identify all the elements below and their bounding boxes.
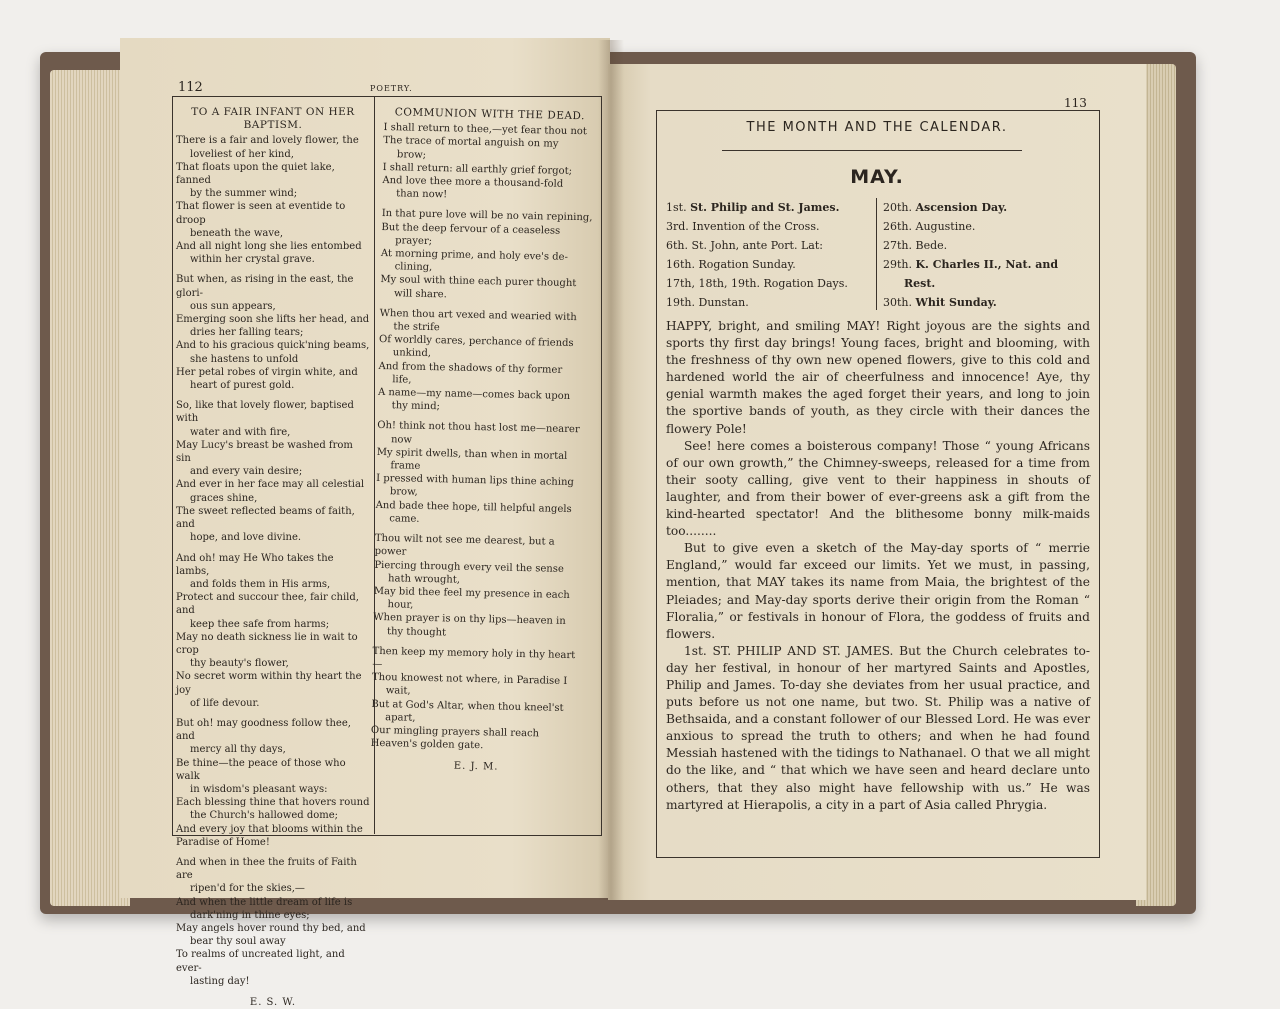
poem-line: May bid thee feel my presence in each <box>373 585 570 601</box>
calendar-row <box>883 255 1099 274</box>
poem-line: And ever in her face may all celestial <box>176 479 365 491</box>
poem-line: I shall return: all earthly grief forgot; <box>382 161 573 177</box>
poem-line: At morning prime, and holy eve's de- <box>380 248 569 263</box>
calendar-event: Rogation Sunday. <box>698 258 796 271</box>
stanza <box>176 552 370 710</box>
paragraph: 1st. ST. PHILIP AND ST. JAMES. But the Church celebrates to-day her festival, in honour of her martyred Saints and Apostles, Philip and James. To-day she deviates from her usual practice, and puts before us not one name, but two. St. Philip was a native of Bethsaida, and a constant follower of our Blessed Lord. He was ever anxious to spread the truth to others; and when he had found Messiah hastened with the tidings to Nathanael. O that we all might do the like, and “ that which we have seen and heard declare unto others, that they also might have fellowship with us.” He was martyred at Hierapolis, a city in a part of Asia called Phrygia. <box>666 643 1091 812</box>
poem-line: by the summer wind; <box>190 188 298 200</box>
calendar-event: Invention of the Cross. <box>692 220 820 233</box>
calendar-event: Dunstan. <box>698 296 749 309</box>
left-page-number: 112 <box>178 80 203 95</box>
calendar-event: St. John, ante Port. Lat: <box>691 239 823 252</box>
poem-line: the strife <box>393 321 440 334</box>
calendar-column-right <box>876 198 1099 310</box>
calendar-day <box>883 277 904 290</box>
calendar-day: 6th. <box>666 239 692 252</box>
calendar-row <box>666 217 870 236</box>
poem-line: A name—my name—comes back upon <box>377 387 571 403</box>
page-edges-left <box>50 70 130 906</box>
calendar-event: Ascension Day. <box>915 201 1008 214</box>
poem-line: May no death sickness lie in wait to crop <box>176 631 358 656</box>
poem-line: now <box>390 433 413 446</box>
stanza <box>176 856 370 988</box>
poem-line: of life devour. <box>190 697 260 709</box>
poem-line: To realms of uncreated light, and ever- <box>176 949 345 974</box>
calendar-day: 26th. <box>883 220 916 233</box>
poem-line: frame <box>390 460 421 472</box>
poem-line: Her petal robes of virgin white, and <box>176 366 358 378</box>
stanza <box>176 399 370 544</box>
poem-line: Our mingling prayers shall reach <box>370 724 540 740</box>
poem-line: within her crystal grave. <box>190 254 315 266</box>
poem-line: The sweet reflected beams of faith, and <box>176 505 355 531</box>
calendar-table <box>666 198 1092 312</box>
calendar-day: 17th, 18th, 19th. <box>666 277 764 290</box>
calendar-day: 20th. <box>883 201 916 214</box>
poem-line: heart of purest gold. <box>190 380 295 392</box>
poem-line: And to his gracious quick'ning beams, <box>176 340 370 352</box>
poem-line: I pressed with human lips thine aching <box>376 473 574 489</box>
poem-line: Protect and succour thee, fair child, and <box>176 592 359 617</box>
poem-line: Thou knowest not where, in Paradise I <box>371 672 568 688</box>
paragraph: But to give even a sketch of the May-day sports of “ merrie England,” would far exceed our limits. Yet we must, in passing, mention, that MAY takes its name from Maia, the brightest of the Pleiades; and May-day sports derive their origin from the Roman “ Floralia,” or festivals in honour of Flora, the goddess of fruits and flowers. <box>666 541 1090 641</box>
calendar-day: 19th. <box>666 296 699 309</box>
calendar-row <box>883 198 1099 217</box>
stanza <box>176 273 370 392</box>
stanza <box>378 307 592 417</box>
poem-line: Oh! think not thou hast lost me—nearer <box>377 420 580 436</box>
poem-line: But the deep fervour of a ceaseless <box>381 221 561 237</box>
poem-line: So, like that lovely flower, baptised with <box>176 400 354 425</box>
poem-line: graces shine, <box>190 492 258 504</box>
poem-line: bear thy soul away <box>190 936 286 948</box>
poem-line: But when, as rising in the east, the glori- <box>176 274 354 299</box>
poem-line: prayer; <box>395 235 433 247</box>
poem-line: in wisdom's pleasant ways: <box>190 783 328 795</box>
poem-line: That flower is seen at eventide to droop <box>176 201 346 226</box>
poem-line: There is a fair and lovely flower, the <box>176 135 359 147</box>
poem-line: Paradise of Home! <box>176 836 270 848</box>
calendar-event: Bede. <box>915 239 948 252</box>
poem-line: Thou wilt not see me dearest, but a power <box>374 533 555 558</box>
calendar-row <box>666 236 870 255</box>
poem-line: May Lucy's breast be washed from sin <box>176 439 353 465</box>
calendar-column-left <box>666 198 870 312</box>
poem-line: hope, and love divine. <box>190 532 302 544</box>
calendar-row <box>883 217 1099 236</box>
month-title: MAY. <box>850 166 904 188</box>
stanza <box>380 207 594 304</box>
poem-line: Each blessing thine that hovers round <box>176 797 370 809</box>
poem-body <box>371 121 596 754</box>
poem-line: And when the little dream of life is <box>176 896 353 908</box>
poem-line: The trace of mortal anguish on my <box>383 135 559 151</box>
poem-line: and folds them in His arms, <box>190 578 331 590</box>
calendar-day: 16th. <box>666 258 699 271</box>
running-head: POETRY. <box>370 84 413 93</box>
poem-line: When thou art vexed and wearied with <box>379 307 577 323</box>
poem-line: May angels hover round thy bed, and <box>176 922 366 934</box>
stanza <box>176 717 370 849</box>
poem-line: the Church's hallowed dome; <box>190 810 339 822</box>
poem-line: thy beauty's flower, <box>190 658 289 670</box>
calendar-row <box>666 274 870 293</box>
poem-signature: E. J. M. <box>453 760 499 773</box>
calendar-row <box>666 198 870 217</box>
poem-line: and every vain desire; <box>190 466 303 478</box>
calendar-event: St. Philip and St. James. <box>690 201 840 214</box>
poem-line: will share. <box>393 287 447 300</box>
calendar-event: K. Charles II., Nat. and <box>915 258 1059 271</box>
article-text <box>666 318 1090 814</box>
poem-line: And love thee more a thousand-fold <box>382 175 564 190</box>
poem-line: than now! <box>396 188 448 201</box>
poem-title: COMMUNION WITH THE DEAD. <box>394 106 586 123</box>
heading-rule <box>722 150 1022 151</box>
poem-line: brow, <box>389 486 418 499</box>
stanza <box>371 645 585 755</box>
poem-title: TO A FAIR INFANT ON HER BAPTISM. <box>191 106 355 132</box>
poem-line: life, <box>392 374 412 386</box>
calendar-day: 27th. <box>883 239 916 252</box>
calendar-event: Whit Sunday. <box>915 296 997 309</box>
poem-line: ripen'd for the skies,— <box>190 883 305 895</box>
poem-line: My spirit dwells, than when in mortal <box>376 446 568 462</box>
paragraph: HAPPY, bright, and smiling MAY! Right joyous are the sights and sports thy first day brings! Young faces, bright and blooming, with the freshness of thy own new opened flowers, give to this cold and hardened world the air of cheerfulness and innocence! Aye, thy genial warmth makes the aged forget their years, and long to join the sportive bands of youth, as they circle with their dances the flowery Pole! <box>666 319 1090 436</box>
poem-line: she hastens to unfold <box>190 353 299 365</box>
poem-line: clining, <box>394 261 433 274</box>
poem-line: Of worldly cares, perchance of friends <box>378 334 574 350</box>
calendar-day: 3rd. <box>666 220 693 233</box>
calendar-day: 29th. <box>883 258 916 271</box>
poem-line: water and with fire, <box>190 426 291 438</box>
calendar-row <box>883 274 1099 293</box>
poem-line: And when in thee the fruits of Faith are <box>176 856 357 882</box>
poem-line: wait, <box>385 685 411 698</box>
poem-line: apart, <box>385 711 416 724</box>
calendar-event: Augustine. <box>915 220 976 233</box>
calendar-event: Rest. <box>903 277 936 290</box>
poem-line: hath wrought, <box>387 572 461 586</box>
poem-line: keep thee safe from harms; <box>190 618 330 630</box>
poem-line: unkind, <box>392 347 432 360</box>
poem-line: And every joy that blooms within the <box>176 823 363 835</box>
poem-line: Then keep my memory holy in thy heart— <box>372 645 576 671</box>
poem-line: But oh! may goodness follow thee, and <box>176 717 351 743</box>
poem-line: dark'ning in thine eyes; <box>190 909 310 921</box>
poem-line: mercy all thy days, <box>190 744 286 756</box>
poem-line: dries her falling tears; <box>190 327 304 339</box>
poem-line: Emerging soon she lifts her head, and <box>176 314 370 326</box>
poem-line: That floats upon the quiet lake, fanned <box>176 161 335 187</box>
poem-line: And bade thee hope, till helpful angels <box>375 499 572 515</box>
poem-line: brow; <box>396 148 427 161</box>
section-heading: THE MONTH AND THE CALENDAR. <box>746 120 1008 135</box>
poem-line: Be thine—the peace of those who walk <box>176 757 346 782</box>
poem-line: And all night long she lies entombed <box>176 241 362 253</box>
paragraph: See! here comes a boisterous company! Those “ young Africans of our own growth,” the Chimney-sweeps, released for a time from their sooty calling, give vent to their happiness in shouts of laughter, and from their bower of ever-greens ask a gift from the kind-hearted spectator! And the blithesome bonny milk-maids too........ <box>666 438 1090 539</box>
poem-line: When prayer is on thy lips—heaven in <box>373 612 566 628</box>
poem-line: hour, <box>387 599 414 611</box>
poem-line: thy thought <box>386 625 447 638</box>
poem-line: beneath the wave, <box>190 227 284 239</box>
stanza <box>382 121 596 205</box>
stanza <box>375 419 589 529</box>
poem-signature: E. S. W. <box>249 997 297 1008</box>
calendar-row <box>883 293 1099 312</box>
calendar-event: Rogation Days. <box>763 277 848 290</box>
poem-line: loveliest of her kind, <box>190 148 294 160</box>
stanza <box>373 532 587 642</box>
poem-line: Heaven's golden gate. <box>370 738 484 752</box>
poem-line: came. <box>389 513 420 525</box>
poem-line: ous sun appears, <box>190 300 276 312</box>
right-page-number: 113 <box>1064 96 1087 110</box>
poem-communion <box>370 106 596 776</box>
poem-line: I shall return to thee,—yet fear thou not <box>383 122 587 138</box>
poem-line: No secret worm within thy heart the joy <box>176 671 362 696</box>
calendar-row <box>666 293 870 312</box>
poem-line: And from the shadows of thy former <box>378 360 563 376</box>
poem-line: But at God's Altar, when thou kneel'st <box>371 698 564 714</box>
poem-line: lasting day! <box>190 975 250 987</box>
poem-line: Piercing through every veil the sense <box>374 559 564 575</box>
poem-baptism <box>176 106 370 1009</box>
poem-line: In that pure love will be no vain repining, <box>381 208 593 224</box>
poem-line: And oh! may He Who takes the lambs, <box>176 552 334 577</box>
poem-body <box>176 134 370 988</box>
calendar-day: 1st. <box>666 201 691 214</box>
calendar-day: 30th. <box>883 296 916 309</box>
poem-line: thy mind; <box>391 400 441 413</box>
poem-line: My soul with thine each purer thought <box>380 274 577 290</box>
calendar-row <box>883 236 1099 255</box>
calendar-row <box>666 255 870 274</box>
stanza <box>176 134 370 266</box>
